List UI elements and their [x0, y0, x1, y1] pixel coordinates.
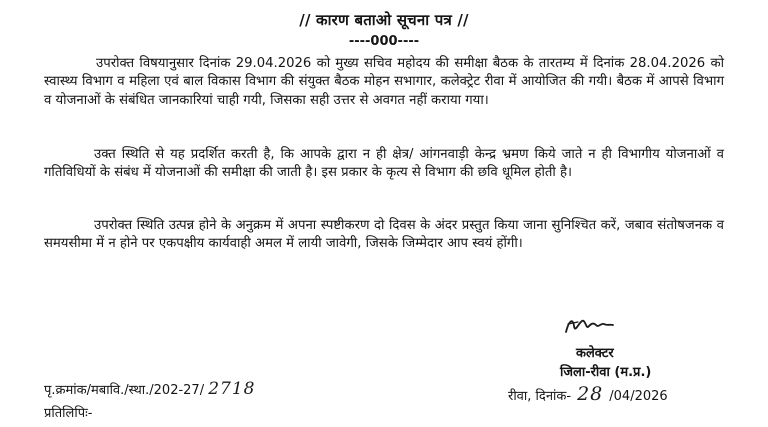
handwritten-signature — [560, 312, 640, 342]
place-date-line — [508, 383, 668, 405]
copy-to-label: प्रतिलिपिः- — [44, 406, 93, 421]
date-suffix: /04/2026 — [609, 389, 668, 404]
place-date-prefix: रीवा, दिनांक- — [508, 389, 572, 404]
signatory-block — [560, 344, 651, 382]
body-paragraph-2: उक्त स्थिति से यह प्रदर्शित करती है, कि आपके द्वारा न ही क्षेत्र/ आंगनवाड़ी केन्द्र भ्रमण किये जाते न ही विभागीय योजनाओं व गतिविधियों के संबंध में योजनाओं की समीक्षा की जाती है। इस प्रकार के कृत्य से विभाग की छवि धूमिल होती है। — [44, 147, 724, 181]
body-paragraph-3: उपरोक्त स्थिति उत्पन्न होने के अनुक्रम में अपना स्पष्टीकरण दो दिवस के अंदर प्रस्तुत किया जाना सुनिश्चित करें, जबाव संतोषजनक व समयसीमा में न होने पर एकपक्षीय कार्यवाही अमल में लायी जावेगी, जिसके जिम्मेदार आप स्वयं होंगी। — [44, 218, 724, 252]
date-day: 28 — [577, 383, 604, 405]
document-title: // कारण बताओ सूचना पत्र // — [299, 11, 469, 29]
signatory-designation: कलेक्टर — [576, 346, 614, 361]
body-paragraph-1: उपरोक्त विषयानुसार दिनांक 29.04.2026 को मुख्य सचिव महोदय की समीक्षा बैठक के तारतम्य में दिनांक 28.04.2026 को स्वास्थ्य विभाग व महिला एवं बाल विकास विभाग की संयुक्त बैठक मोहन सभागार, कलेक्ट्रेट रीवा में आयोजित की गयी। बैठक में आपसे विभाग व योजनाओं के संबंधित जानकारियां चाही गयी, जिसका सही उत्तर से अवगत नहीं कराया गया। — [44, 56, 724, 108]
reference-number: 2718 — [208, 379, 256, 399]
signatory-office: जिला-रीवा (म.प्र.) — [560, 365, 652, 380]
title-separator: ----000---- — [348, 34, 420, 49]
reference-line — [44, 379, 256, 399]
reference-prefix: पृ.क्रमांक/मबावि./स्था./202-27/ — [44, 383, 205, 398]
